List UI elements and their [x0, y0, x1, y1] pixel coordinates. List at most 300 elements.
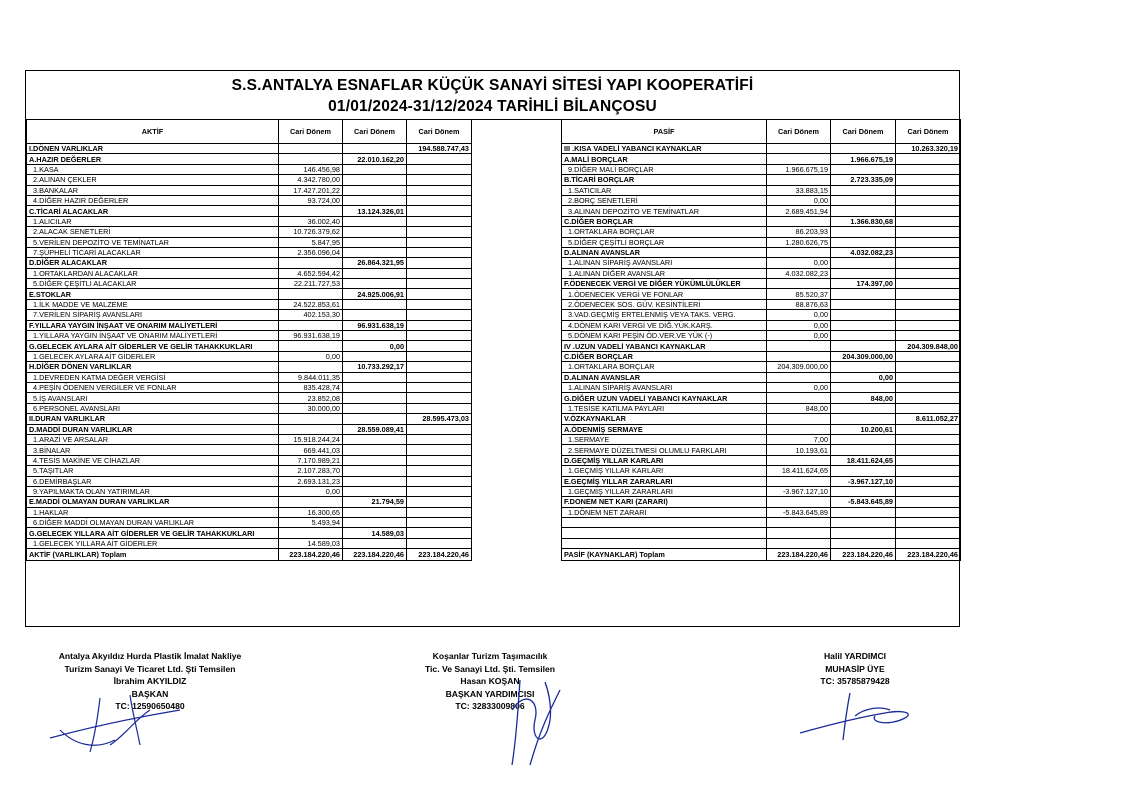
table-row: [562, 351, 961, 361]
sig-line: Turizm Sanayi Ve Ticaret Ltd. Şti Temsilen: [64, 663, 236, 674]
row-label: 4.PEŞİN ÖDENEN VERGİLER VE FONLAR: [27, 382, 279, 392]
value-cell: 86.203,93: [767, 227, 831, 237]
table-row: [562, 237, 961, 247]
value-cell: [767, 351, 831, 361]
value-cell: 10.193,61: [767, 445, 831, 455]
value-cell: [831, 331, 896, 341]
row-label: 2.ALINAN ÇEKLER: [27, 175, 279, 185]
value-cell: [831, 486, 896, 496]
sig-id: TC: 32833009806: [455, 701, 525, 711]
row-label: 1.YILLARA YAYGIN İNŞAAT VE ONARIM MALİYETLERİ: [27, 331, 279, 341]
table-row: [562, 476, 961, 486]
row-label: D.MADDİ DURAN VARLIKLAR: [27, 424, 279, 434]
value-cell: [407, 497, 472, 507]
table-row: [562, 310, 961, 320]
value-cell: 0,00: [831, 372, 896, 382]
value-cell: [407, 195, 472, 205]
value-cell: [831, 382, 896, 392]
value-cell: 4.342.780,00: [279, 175, 343, 185]
value-cell: [831, 466, 896, 476]
value-cell: [896, 258, 961, 268]
signature-block-accountant: [770, 650, 940, 688]
row-label: V.ÖZKAYNAKLAR: [562, 414, 767, 424]
table-row: [27, 289, 472, 299]
value-cell: [407, 279, 472, 289]
value-cell: 0,00: [279, 486, 343, 496]
row-label: 9.YAPILMAKTA OLAN YATIRIMLAR: [27, 486, 279, 496]
value-cell: [896, 393, 961, 403]
table-row: [562, 258, 961, 268]
assets-header: AKTİF: [27, 120, 279, 144]
value-cell: 0,00: [767, 310, 831, 320]
value-cell: [407, 154, 472, 164]
value-cell: [343, 195, 407, 205]
row-label: 1.ALINAN SİPARİŞ AVANSLARI: [562, 382, 767, 392]
value-cell: 2.689.451,94: [767, 206, 831, 216]
table-row: [562, 372, 961, 382]
spacer: [471, 119, 561, 627]
row-label: 3.BİNALAR: [27, 445, 279, 455]
row-label: E.STOKLAR: [27, 289, 279, 299]
column-header: Cari Dönem: [831, 120, 896, 144]
value-cell: 85.520,37: [767, 289, 831, 299]
row-label: 2.SERMAYE DÜZELTMESİ OLUMLU FARKLARI: [562, 445, 767, 455]
row-label: E.GEÇMİŞ YILLAR ZARARLARI: [562, 476, 767, 486]
value-cell: 96.931.638,19: [343, 320, 407, 330]
value-cell: [896, 538, 961, 548]
table-row: [27, 195, 472, 205]
row-label: 5.DİĞER ÇEŞİTLİ ALACAKLAR: [27, 279, 279, 289]
sig-role: MUHASİP ÜYE: [825, 663, 885, 674]
value-cell: 93.724,00: [279, 195, 343, 205]
value-cell: [831, 414, 896, 424]
value-cell: 5.847,95: [279, 237, 343, 247]
table-row: [562, 227, 961, 237]
table-row: [562, 455, 961, 465]
value-cell: [343, 351, 407, 361]
table-row: [27, 518, 472, 528]
total-row: [562, 549, 961, 561]
sig-name: Halil YARDIMCI: [823, 651, 887, 661]
value-cell: [831, 237, 896, 247]
value-cell: [407, 466, 472, 476]
value-cell: [767, 455, 831, 465]
value-cell: [279, 144, 343, 154]
value-cell: [896, 528, 961, 538]
value-cell: [343, 507, 407, 517]
value-cell: [343, 455, 407, 465]
table-row: [27, 299, 472, 309]
row-label: 6.DEMİRBAŞLAR: [27, 476, 279, 486]
value-cell: 0,00: [767, 195, 831, 205]
table-row: [27, 497, 472, 507]
table-row: [562, 497, 961, 507]
value-cell: [343, 518, 407, 528]
value-cell: 204.309.000,00: [831, 351, 896, 361]
row-label: A.ÖDENMİŞ SERMAYE: [562, 424, 767, 434]
value-cell: [896, 403, 961, 413]
table-row: [27, 455, 472, 465]
value-cell: [407, 424, 472, 434]
table-row: [27, 434, 472, 444]
table-row: [27, 538, 472, 548]
table-row: [27, 445, 472, 455]
table-row: [27, 466, 472, 476]
value-cell: [831, 289, 896, 299]
value-cell: 2.693.131,23: [279, 476, 343, 486]
value-cell: [831, 341, 896, 351]
value-cell: [343, 434, 407, 444]
value-cell: [896, 227, 961, 237]
table-row: [562, 289, 961, 299]
row-label: 1.ALINAN DİĞER AVANSLAR: [562, 268, 767, 278]
row-label: 3.BANKALAR: [27, 185, 279, 195]
row-label: A.MALİ BORÇLAR: [562, 154, 767, 164]
value-cell: 26.864.321,95: [343, 258, 407, 268]
row-label: II.DURAN VARLIKLAR: [27, 414, 279, 424]
table-row: [562, 445, 961, 455]
value-cell: [343, 414, 407, 424]
row-label: C.DİĞER BORÇLAR: [562, 351, 767, 361]
table-row: [27, 247, 472, 257]
value-cell: [896, 455, 961, 465]
value-cell: [896, 268, 961, 278]
row-label: 9.DİĞER MALİ BORÇLAR: [562, 164, 767, 174]
value-cell: [896, 424, 961, 434]
value-cell: 22.010.162,20: [343, 154, 407, 164]
value-cell: [831, 445, 896, 455]
value-cell: [343, 164, 407, 174]
row-label: F.DONEM NET KARI (ZARARI): [562, 497, 767, 507]
row-label: 1.DÖNEM NET ZARARI: [562, 507, 767, 517]
value-cell: 10.263.320,19: [896, 144, 961, 154]
value-cell: [831, 299, 896, 309]
row-label: 7.ŞÜPHELİ TİCARİ ALACAKLAR: [27, 247, 279, 257]
total-label: AKTİF (VARLIKLAR) Toplam: [27, 549, 279, 561]
value-cell: [407, 206, 472, 216]
value-cell: 7.170.989,21: [279, 455, 343, 465]
value-cell: 204.309.000,00: [767, 362, 831, 372]
row-label: 3.ALINAN DEPOZİTO VE TEMİNATLAR: [562, 206, 767, 216]
value-cell: 18.411.624,65: [831, 455, 896, 465]
value-cell: 1.366.830,68: [831, 216, 896, 226]
value-cell: [343, 268, 407, 278]
value-cell: 669.441,03: [279, 445, 343, 455]
row-label: D.GEÇMİŞ YILLAR KARLARI: [562, 455, 767, 465]
row-label: D.DİĞER ALACAKLAR: [27, 258, 279, 268]
table-row: [27, 144, 472, 154]
row-label: D.ALINAN AVANSLAR: [562, 247, 767, 257]
row-label: 2.BORÇ SENETLERİ: [562, 195, 767, 205]
table-row: [27, 372, 472, 382]
table-row: [27, 216, 472, 226]
value-cell: [767, 528, 831, 538]
table-row: [562, 518, 961, 528]
value-cell: [279, 289, 343, 299]
row-label: 5.VERİLEN DEPOZİTO VE TEMİNATLAR: [27, 237, 279, 247]
document-subtitle: 01/01/2024-31/12/2024 TARİHLİ BİLANÇOSU: [328, 98, 657, 115]
value-cell: [767, 497, 831, 507]
table-row: [562, 393, 961, 403]
value-cell: [767, 216, 831, 226]
row-label: C.DİĞER BORÇLAR: [562, 216, 767, 226]
value-cell: 194.588.747,43: [407, 144, 472, 154]
value-cell: [831, 268, 896, 278]
table-row: [27, 331, 472, 341]
value-cell: -3.967.127,10: [831, 476, 896, 486]
table-row: [562, 299, 961, 309]
table-row: [27, 351, 472, 361]
row-label: 4.DİĞER HAZIR DEĞERLER: [27, 195, 279, 205]
row-label: 1.ORTAKLARDAN ALACAKLAR: [27, 268, 279, 278]
value-cell: [407, 393, 472, 403]
table-row: [562, 362, 961, 372]
value-cell: [279, 497, 343, 507]
value-cell: [279, 320, 343, 330]
total-value: 223.184.220,46: [407, 549, 472, 561]
table-row: [27, 206, 472, 216]
row-label: 1.GEÇMİŞ YILLAR ZARARLARI: [562, 486, 767, 496]
value-cell: [343, 393, 407, 403]
row-label: 1.İLK MADDE VE MALZEME: [27, 299, 279, 309]
sig-name: İbrahim AKYILDIZ: [113, 676, 187, 686]
value-cell: 8.611.052,27: [896, 414, 961, 424]
value-cell: [896, 289, 961, 299]
value-cell: 835.428,74: [279, 382, 343, 392]
value-cell: [407, 372, 472, 382]
row-label: 5.DÖNEM KARI PEŞİN ÖD.VER.VE YÜK (-): [562, 331, 767, 341]
value-cell: [407, 528, 472, 538]
value-cell: [831, 518, 896, 528]
column-header: Cari Dönem: [767, 120, 831, 144]
value-cell: [896, 247, 961, 257]
table-row: [562, 341, 961, 351]
value-cell: [279, 528, 343, 538]
value-cell: [279, 206, 343, 216]
table-row: [27, 424, 472, 434]
table-row: [562, 175, 961, 185]
table-row: [27, 227, 472, 237]
value-cell: 4.032.082,23: [767, 268, 831, 278]
liabilities-header-row: [562, 120, 961, 144]
value-cell: 96.931.638,19: [279, 331, 343, 341]
table-row: [562, 466, 961, 476]
row-label: 5.İŞ AVANSLARI: [27, 393, 279, 403]
value-cell: [407, 507, 472, 517]
value-cell: [407, 486, 472, 496]
value-cell: [343, 185, 407, 195]
row-label: 5.DİĞER ÇEŞİTLİ BORÇLAR: [562, 237, 767, 247]
value-cell: 0,00: [767, 320, 831, 330]
table-row: [27, 393, 472, 403]
handwritten-signature-1: [40, 690, 190, 760]
table-row: [27, 382, 472, 392]
value-cell: 146.456,98: [279, 164, 343, 174]
row-label: 1.SERMAYE: [562, 434, 767, 444]
value-cell: [767, 372, 831, 382]
value-cell: [407, 216, 472, 226]
table-row: [27, 185, 472, 195]
table-row: [562, 486, 961, 496]
value-cell: [831, 227, 896, 237]
row-label: G.GELECEK AYLARA AİT GİDERLER VE GELİR TAHAKKUKLARI: [27, 341, 279, 351]
value-cell: [407, 341, 472, 351]
value-cell: [343, 486, 407, 496]
value-cell: [831, 507, 896, 517]
value-cell: 0,00: [343, 341, 407, 351]
value-cell: [896, 372, 961, 382]
row-label: G.GELECEK YILLARA AİT GİDERLER VE GELİR TAHAKKUKLARI: [27, 528, 279, 538]
value-cell: [343, 175, 407, 185]
table-row: [27, 237, 472, 247]
row-label: 1.GEÇMİŞ YILLAR KARLARI: [562, 466, 767, 476]
table-row: [27, 476, 472, 486]
column-header: Cari Dönem: [407, 120, 472, 144]
value-cell: [896, 320, 961, 330]
value-cell: [407, 434, 472, 444]
table-row: [27, 528, 472, 538]
row-label: 1.ORTAKLARA BORÇLAR: [562, 362, 767, 372]
value-cell: [767, 393, 831, 403]
table-row: [27, 279, 472, 289]
value-cell: [831, 206, 896, 216]
total-value: 223.184.220,46: [896, 549, 961, 561]
row-label: 4.TESİS MAKİNE VE CİHAZLAR: [27, 455, 279, 465]
value-cell: [896, 351, 961, 361]
assets-table: [26, 119, 472, 561]
row-label: 1.GELECEK AYLARA AİT GİDERLER: [27, 351, 279, 361]
liabilities-header: PASİF: [562, 120, 767, 144]
value-cell: [343, 310, 407, 320]
value-cell: [831, 320, 896, 330]
value-cell: [896, 310, 961, 320]
value-cell: 1.966.675,19: [831, 154, 896, 164]
table-row: [27, 486, 472, 496]
row-label: 1.KASA: [27, 164, 279, 174]
value-cell: [407, 331, 472, 341]
value-cell: [407, 268, 472, 278]
value-cell: [831, 403, 896, 413]
total-value: 223.184.220,46: [343, 549, 407, 561]
row-label: [562, 518, 767, 528]
value-cell: 7,00: [767, 434, 831, 444]
value-cell: 28.595.473,03: [407, 414, 472, 424]
value-cell: [767, 175, 831, 185]
table-row: [562, 331, 961, 341]
row-label: IV .UZUN VADELİ YABANCI KAYNAKLAR: [562, 341, 767, 351]
value-cell: 4.652.594,42: [279, 268, 343, 278]
column-header: Cari Dönem: [279, 120, 343, 144]
row-label: 3.VAD.GEÇMİŞ ERTELENMİŞ VEYA TAKS. VERG.: [562, 310, 767, 320]
value-cell: [407, 185, 472, 195]
value-cell: [343, 538, 407, 548]
value-cell: 2.107.283,70: [279, 466, 343, 476]
row-label: 1.TESİSE KATILMA PAYLARI: [562, 403, 767, 413]
value-cell: [896, 518, 961, 528]
value-cell: 0,00: [767, 258, 831, 268]
row-label: 2.ALACAK SENETLERİ: [27, 227, 279, 237]
sig-line: Antalya Akyıldız Hurda Plastik İmalat Nakliye: [58, 651, 242, 661]
value-cell: 33.883,15: [767, 185, 831, 195]
value-cell: [407, 403, 472, 413]
sig-line: Koşanlar Turizm Taşımacılık: [432, 651, 548, 661]
value-cell: -5.843.645,89: [831, 497, 896, 507]
table-row: [562, 144, 961, 154]
table-row: [562, 434, 961, 444]
value-cell: -5.843.645,89: [767, 507, 831, 517]
table-row: [27, 507, 472, 517]
table-row: [27, 414, 472, 424]
value-cell: [407, 164, 472, 174]
value-cell: [896, 279, 961, 289]
value-cell: [407, 247, 472, 257]
row-label: C.TİCARİ ALACAKLAR: [27, 206, 279, 216]
value-cell: 24.522.853,61: [279, 299, 343, 309]
value-cell: [896, 466, 961, 476]
column-header: Cari Dönem: [343, 120, 407, 144]
value-cell: [343, 403, 407, 413]
value-cell: [279, 258, 343, 268]
row-label: 6.DİĞER MADDİ OLMAYAN DURAN VARLIKLAR: [27, 518, 279, 528]
value-cell: [896, 476, 961, 486]
value-cell: 10.733.292,17: [343, 362, 407, 372]
value-cell: [767, 341, 831, 351]
value-cell: 13.124.326,01: [343, 206, 407, 216]
row-label: 6.PERSONEL AVANSLARI: [27, 403, 279, 413]
row-label: 1.ORTAKLARA BORÇLAR: [562, 227, 767, 237]
value-cell: [343, 279, 407, 289]
row-label: A.HAZIR DEĞERLER: [27, 154, 279, 164]
value-cell: [343, 445, 407, 455]
table-row: [27, 164, 472, 174]
value-cell: 14.589,03: [343, 528, 407, 538]
table-row: [27, 175, 472, 185]
value-cell: [767, 414, 831, 424]
value-cell: [407, 237, 472, 247]
total-label: PASİF (KAYNAKLAR) Toplam: [562, 549, 767, 561]
assets-header-row: [27, 120, 472, 144]
table-row: [562, 195, 961, 205]
row-label: 1.GELECEK YILLARA AİT GİDERLER: [27, 538, 279, 548]
table-row: [562, 164, 961, 174]
value-cell: 16.300,65: [279, 507, 343, 517]
value-cell: 174.397,00: [831, 279, 896, 289]
sig-line: Tic. Ve Sanayi Ltd. Şti. Temsilen: [424, 663, 556, 674]
table-row: [27, 403, 472, 413]
value-cell: [896, 434, 961, 444]
table-row: [27, 154, 472, 164]
table-row: [562, 507, 961, 517]
value-cell: [767, 144, 831, 154]
value-cell: 30.000,00: [279, 403, 343, 413]
value-cell: 14.589,03: [279, 538, 343, 548]
value-cell: [407, 227, 472, 237]
sig-id: TC: 35785879428: [820, 676, 890, 686]
value-cell: [343, 331, 407, 341]
table-row: [562, 154, 961, 164]
value-cell: 15.918.244,24: [279, 434, 343, 444]
value-cell: [896, 237, 961, 247]
total-value: 223.184.220,46: [279, 549, 343, 561]
sig-id: TC: 12590650480: [115, 701, 185, 711]
table-row: [27, 310, 472, 320]
row-label: III .KISA VADELİ YABANCI KAYNAKLAR: [562, 144, 767, 154]
sig-role: BAŞKAN: [131, 688, 169, 699]
row-label: 2.ÖDENECEK SOS. GÜV. KESİNTİLERİ: [562, 299, 767, 309]
value-cell: [343, 372, 407, 382]
total-value: 223.184.220,46: [767, 549, 831, 561]
value-cell: [896, 486, 961, 496]
